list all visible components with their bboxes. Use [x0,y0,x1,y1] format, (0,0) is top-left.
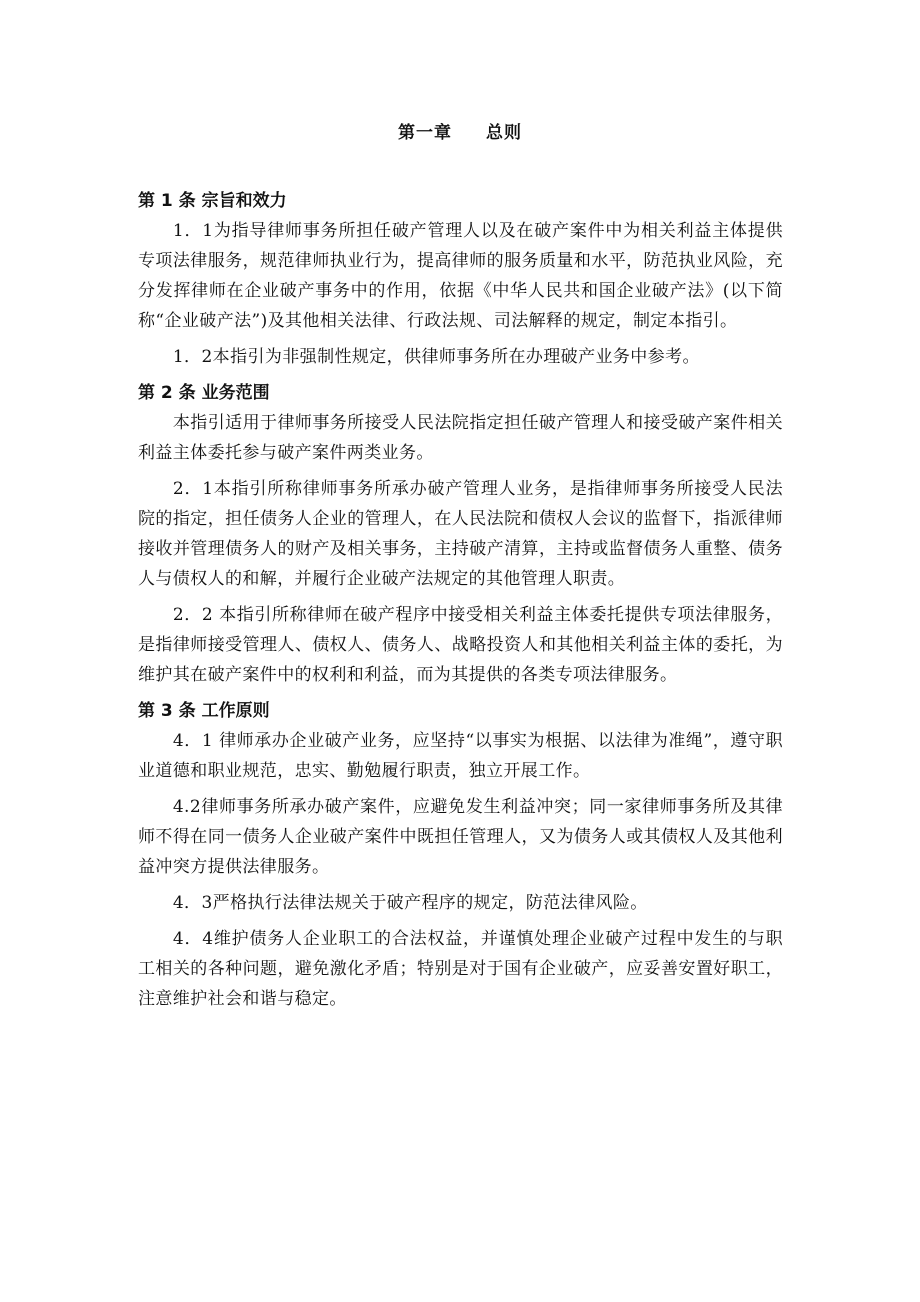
paragraph-4-4: 4．4维护债务人企业职工的合法权益，并谨慎处理企业破产过程中发生的与职工相关的各种问题，避免激化矛盾；特别是对于国有企业破产，应妥善安置好职工，注意维护社会和谐与稳定。 [138,929,783,1009]
article-1-heading: 第 1 条 宗旨和效力 [138,191,287,211]
chapter-title [0,118,920,143]
document-body [138,186,783,1020]
article-3-heading: 第 3 条 工作原则 [138,701,270,721]
paragraph-2-intro: 本指引适用于律师事务所接受人民法院指定担任破产管理人和接受破产案件相关利益主体委托参与破产案件两类业务。 [138,413,783,463]
paragraph-4-2: 4.2律师事务所承办破产案件，应避免发生利益冲突；同一家律师事务所及其律师不得在同一债务人企业破产案件中既担任管理人，又为债务人或其债权人及其他利益冲突方提供法律服务。 [138,797,783,877]
paragraph-2-2: 2．2 本指引所称律师在破产程序中接受相关利益主体委托提供专项法律服务，是指律师接受管理人、债权人、债务人、战略投资人和其他相关利益主体的委托，为维护其在破产案件中的权利和利益，而为其提供的各类专项法律服务。 [138,605,783,685]
paragraph-2-1: 2．1本指引所称律师事务所承办破产管理人业务，是指律师事务所接受人民法院的指定，担任债务人企业的管理人，在人民法院和债权人会议的监督下，指派律师接收并管理债务人的财产及相关事务，主持破产清算，主持或监督债务人重整、债务人与债权人的和解，并履行企业破产法规定的其他管理人职责。 [138,479,783,589]
chapter-number: 第一章 [398,123,452,143]
paragraph-4-1: 4．1 律师承办企业破产业务，应坚持“以事实为根据、以法律为准绳”，遵守职业道德和职业规范，忠实、勤勉履行职责，独立开展工作。 [138,731,783,781]
paragraph-1-2: 1．2本指引为非强制性规定，供律师事务所在办理破产业务中参考。 [172,347,700,367]
paragraph-4-3: 4．3严格执行法律法规关于破产程序的规定，防范法律风险。 [172,893,648,913]
chapter-name: 总则 [486,123,522,143]
paragraph-1-1: 1．1为指导律师事务所担任破产管理人以及在破产案件中为相关利益主体提供专项法律服务，规范律师执业行为，提高律师的服务质量和水平，防范执业风险，充分发挥律师在企业破产事务中的作用，依据《中华人民共和国企业破产法》(以下简称“企业破产法”)及其他相关法律、行政法规、司法解释的规定，制定本指引。 [138,221,783,331]
article-2-heading: 第 2 条 业务范围 [138,383,270,403]
